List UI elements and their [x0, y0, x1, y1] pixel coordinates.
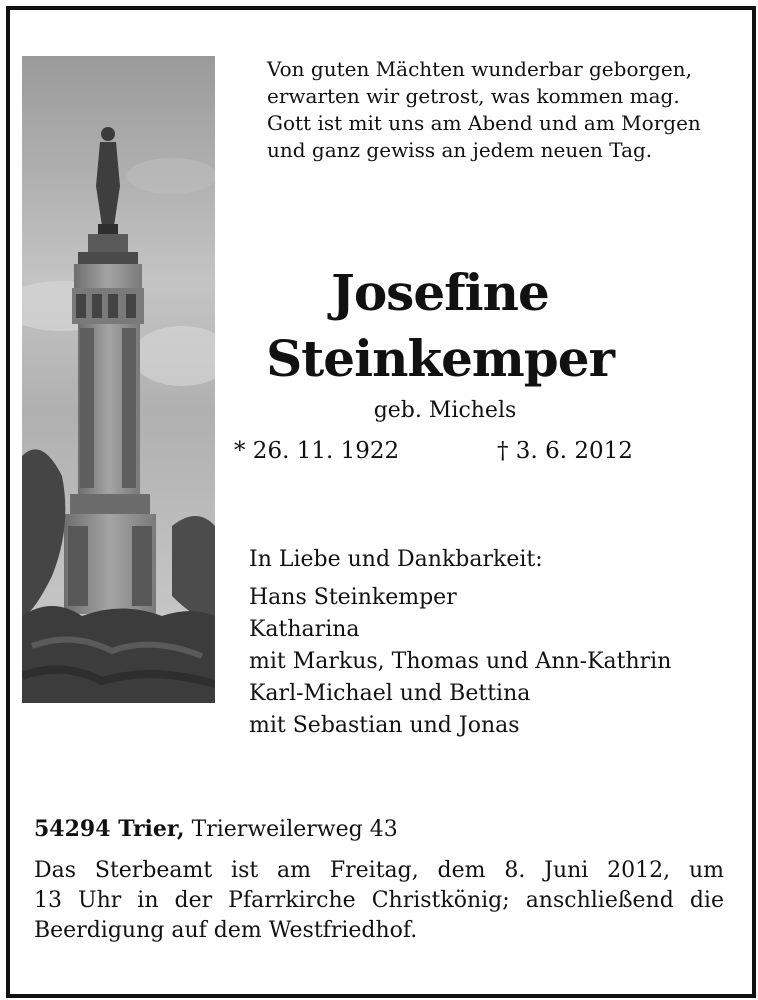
address-street: Trierweilerweg 43 — [191, 817, 398, 842]
mourner-line: Karl-Michael und Bettina — [249, 681, 531, 706]
poem — [267, 56, 737, 164]
poem-line: Gott ist mit uns am Abend und am Morgen — [267, 111, 701, 135]
notice-line: Beerdigung auf dem Westfriedhof. — [34, 918, 418, 943]
poem-line: und ganz gewiss an jedem neuen Tag. — [267, 138, 653, 162]
mourner-line: mit Markus, Thomas und Ann-Kathrin — [249, 649, 672, 674]
notice-line: Das Sterbeamt ist am Freitag, dem 8. Juni 2012, um — [34, 858, 724, 883]
deceased-name — [220, 260, 660, 392]
funeral-notice — [34, 856, 724, 946]
birth-date: * 26. 11. 1922 — [234, 438, 400, 464]
birth-name: geb. Michels — [373, 398, 517, 423]
first-name: Josefine — [331, 263, 549, 322]
mourners-heading: In Liebe und Dankbarkeit: — [249, 547, 543, 572]
monument-photo — [22, 56, 215, 703]
poem-line: Von guten Mächten wunderbar geborgen, — [267, 57, 692, 81]
last-name: Steinkemper — [266, 329, 614, 388]
notice-line: 13 Uhr in der Pfarrkirche Christkönig; anschließend die — [34, 888, 724, 913]
mourners — [249, 544, 739, 742]
address-city: 54294 Trier, — [34, 816, 185, 842]
death-date: † 3. 6. 2012 — [497, 438, 633, 464]
mourner-line: Katharina — [249, 617, 360, 642]
mourner-line: Hans Steinkemper — [249, 585, 457, 610]
address — [34, 815, 398, 844]
mourner-line: mit Sebastian und Jonas — [249, 713, 520, 738]
poem-line: erwarten wir getrost, was kommen mag. — [267, 84, 680, 108]
